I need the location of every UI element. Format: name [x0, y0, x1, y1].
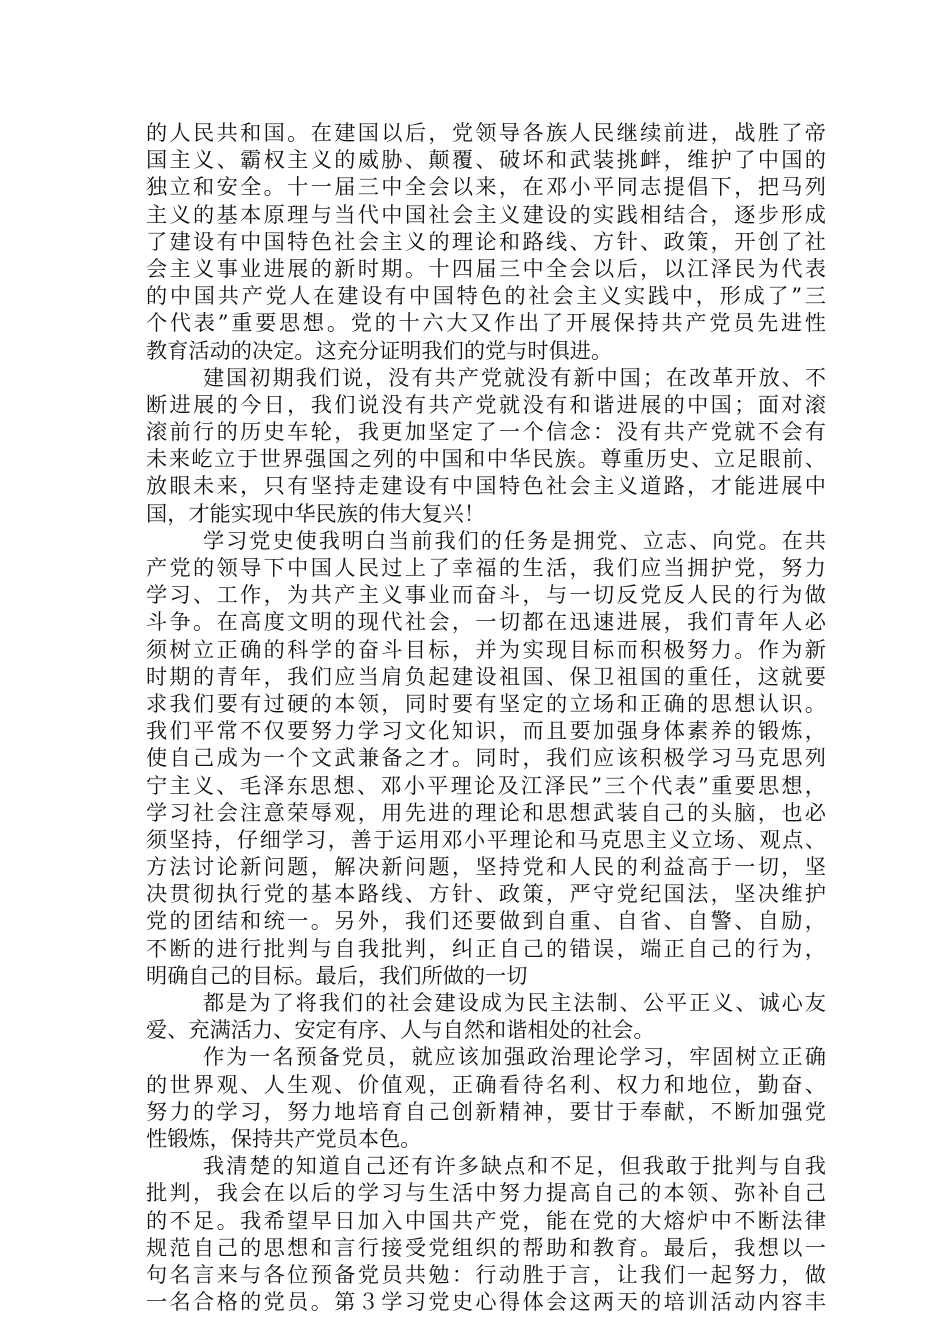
text-line: 建国初期我们说，没有共产党就没有新中国；在改革开放、不	[203, 364, 826, 390]
text-line: 国主义、霸权主义的威胁、颠覆、破坏和武装挑衅，维护了中国的	[146, 147, 826, 173]
text-line: 断进展的今日，我们说没有共产党就没有和谐进展的中国；面对滚	[146, 391, 826, 417]
text-line: 会主义事业进展的新时期。十四届三中全会以后，以江泽民为代表	[146, 255, 826, 281]
text-line: 滚前行的历史车轮，我更加坚定了一个信念：没有共产党就不会有	[146, 419, 826, 445]
text-line: 的中国共产党人在建设有中国特色的社会主义实践中，形成了”三	[146, 283, 826, 309]
text-line: 教育活动的决定。这充分证明我们的党与时俱进。	[146, 337, 613, 363]
text-line: 规范自己的思想和言行接受党组织的帮助和教育。最后，我想以一	[146, 1234, 826, 1260]
text-line: 爱、充满活力、安定有序、人与自然和谐相处的社会。	[146, 1017, 655, 1043]
text-line: 党的团结和统一。另外，我们还要做到自重、自省、自警、自励，	[146, 908, 826, 934]
text-line: 须坚持，仔细学习，善于运用邓小平理论和马克思主义立场、观点、	[146, 826, 826, 852]
text-line: 放眼未来，只有坚持走建设有中国特色社会主义道路，才能进展中	[146, 473, 826, 499]
text-line: 句名言来与各位预备党员共勉：行动胜于言，让我们一起努力，做	[146, 1261, 826, 1287]
text-line: 我们平常不仅要努力学习文化知识，而且要加强身体素养的锻炼，	[146, 718, 826, 744]
text-line: 一名合格的党员。第３学习党史心得体会这两天的培训活动内容丰	[146, 1289, 826, 1315]
text-line: 时期的青年，我们应当肩负起建设祖国、保卫祖国的重任，这就要	[146, 663, 826, 689]
text-line: 斗争。在高度文明的现代社会，一切都在迅速进展，我们青年人必	[146, 609, 826, 635]
text-line: 产党的领导下中国人民过上了幸福的生活，我们应当拥护党，努力	[146, 555, 826, 580]
text-line: 独立和安全。十一届三中全会以来，在邓小平同志提倡下，把马列	[146, 174, 826, 200]
text-line: 的不足。我希望早日加入中国共产党，能在党的大熔炉中不断法律	[146, 1207, 826, 1233]
text-line: 作为一名预备党员，就应该加强政治理论学习，牢固树立正确	[203, 1044, 826, 1070]
text-line: 努力的学习，努力地培育自己创新精神，要甘于奉献，不断加强党	[146, 1098, 826, 1124]
text-line: 批判，我会在以后的学习与生活中努力提高自己的本领、弥补自己	[146, 1180, 826, 1206]
text-line: 学习社会注意荣辱观，用先进的理论和思想武装自己的头脑，也必	[146, 799, 826, 825]
text-line: 求我们要有过硬的本领，同时要有坚定的立场和正确的思想认识。	[146, 690, 826, 716]
text-line: 学习党史使我明白当前我们的任务是拥党、立志、向党。在共	[203, 527, 826, 553]
text-line: 明确自己的目标。最后，我们所做的一切	[146, 962, 528, 988]
text-line: 方法讨论新问题，解决新问题，坚持党和人民的利益高于一切，坚	[146, 854, 826, 880]
text-line: 性锻炼，保持共产党员本色。	[146, 1125, 422, 1151]
text-line: 宁主义、毛泽东思想、邓小平理论及江泽民”三个代表”重要思想，	[146, 772, 826, 798]
text-line: 主义的基本原理与当代中国社会主义建设的实践相结合，逐步形成	[146, 201, 826, 227]
text-line: 未来屹立于世界强国之列的中国和中华民族。尊重历史、立足眼前、	[146, 446, 826, 472]
text-line: 学习、工作，为共产主义事业而奋斗，与一切反党反人民的行为做	[146, 582, 826, 608]
text-line: 的世界观、人生观、价值观，正确看待名利、权力和地位，勤奋、	[146, 1071, 826, 1097]
text-line: 的人民共和国。在建国以后，党领导各族人民继续前进，战胜了帝	[146, 120, 826, 145]
text-line: 都是为了将我们的社会建设成为民主法制、公平正义、诚心友	[203, 990, 826, 1015]
document-body-text	[146, 119, 826, 1315]
text-line: 不断的进行批判与自我批判，纠正自己的错误，端正自己的行为，	[146, 935, 826, 961]
text-line: 我清楚的知道自己还有许多缺点和不足，但我敢于批判与自我	[203, 1153, 826, 1179]
text-line: 了建设有中国特色社会主义的理论和路线、方针、政策，开创了社	[146, 228, 826, 254]
text-line: 国，才能实现中华民族的伟大复兴！	[146, 500, 486, 526]
text-line: 个代表”重要思想。党的十六大又作出了开展保持共产党员先进性	[146, 310, 826, 336]
text-line: 使自己成为一个文武兼备之才。同时，我们应该积极学习马克思列	[146, 745, 826, 771]
text-line: 须树立正确的科学的奋斗目标，并为实现目标而积极努力。作为新	[146, 636, 826, 662]
text-line: 决贯彻执行党的基本路线、方针、政策，严守党纪国法，坚决维护	[146, 881, 826, 907]
